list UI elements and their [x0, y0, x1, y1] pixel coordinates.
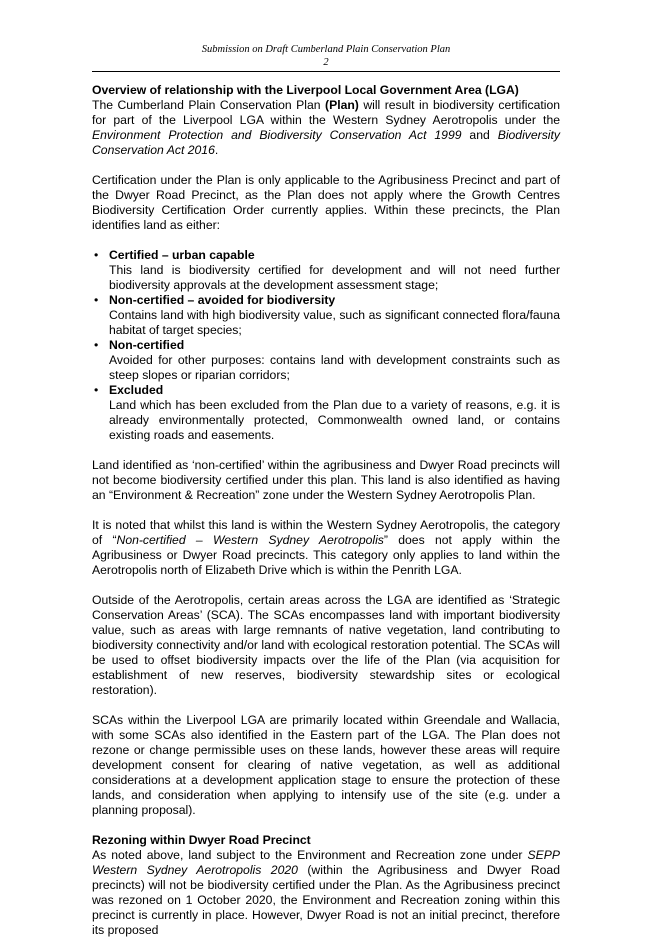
paragraph-non-certified: Land identified as ‘non-certified’ within the agribusiness and Dwyer Road precincts will not become biodiversity certified under this plan. This land is also identified as having an “Environment & Recreation” zone under the Western Sydney Aerotropolis Plan. [92, 458, 560, 502]
list-item-term: Non-certified – avoided for biodiversity [109, 293, 336, 307]
list-item-term: Non-certified [109, 338, 185, 352]
bullet-icon: • [94, 248, 99, 262]
page-number: 2 [323, 57, 329, 68]
section-heading-rezoning: Rezoning within Dwyer Road Precinct [92, 833, 311, 847]
bullet-icon: • [94, 293, 99, 307]
section-heading-overview: Overview of relationship with the Liverpool Local Government Area (LGA) [92, 83, 519, 97]
bullet-icon: • [94, 338, 99, 352]
document-body [92, 83, 560, 938]
bullet-icon: • [94, 383, 99, 397]
list-item-term: Certified – urban capable [109, 248, 255, 262]
paragraph-aerotropolis-note: It is noted that whilst this land is within the Western Sydney Aerotropolis, the category of “Non-certified – Western Sydney Aerotropolis” does not apply within the Agribusiness or Dwyer Road precincts. This category only applies to land within the Aerotropolis north of Elizabeth Drive which is within the Penrith LGA. [92, 518, 560, 577]
paragraph-sca-liverpool: SCAs within the Liverpool LGA are primarily located within Greendale and Wallacia, with some SCAs also identified in the Eastern part of the LGA. The Plan does not rezone or change permissible uses on these lands, however these areas will require development consent for clearing of native vegetation, as well as additional considerations at a development application stage to ensure the protection of these lands, and consideration when applying to intensify use of the site (e.g. under a planning proposal). [92, 713, 560, 817]
header-rule [92, 71, 560, 72]
list-item [92, 338, 560, 383]
paragraph-certification: Certification under the Plan is only applicable to the Agribusiness Precinct and part of the Dwyer Road Precinct, as the Plan does not apply where the Growth Centres Biodiversity Certification Order currently applies. Within these precincts, the Plan identifies land as either: [92, 173, 560, 232]
list-item-term: Excluded [109, 383, 164, 397]
land-category-list [92, 248, 560, 443]
list-item-description: Land which has been excluded from the Plan due to a variety of reasons, e.g. it is already environmentally protected, Commonwealth owned land, or contains existing roads and easements. [109, 398, 560, 442]
paragraph-rezoning: As noted above, land subject to the Environment and Recreation zone under SEPP Western Sydney Aerotropolis 2020 (within the Agribusiness and Dwyer Road precincts) will not be biodiversity certified under the Plan. As the Agribusiness precinct was rezoned on 1 October 2020, the Environment and Recreation zoning within this precinct is currently in place. However, Dwyer Road is not an initial precinct, therefore its proposed [92, 848, 560, 937]
list-item [92, 248, 560, 293]
list-item [92, 383, 560, 443]
paragraph-sca: Outside of the Aerotropolis, certain areas across the LGA are identified as ‘Strategic Conservation Areas’ (SCA). The SCAs encompasses land with important biodiversity value, such as areas with large remnants of native vegetation, land contributing to biodiversity connectivity and/or land with ecological restoration potential. The SCAs will be used to offset biodiversity impacts over the life of the Plan (via acquisition for establishment of new reserves, biodiversity stewardship sites or ecological restoration). [92, 593, 560, 697]
list-item-description: Contains land with high biodiversity value, such as significant connected flora/fauna habitat of target species; [109, 308, 560, 337]
list-item [92, 293, 560, 338]
paragraph-intro: The Cumberland Plain Conservation Plan (Plan) will result in biodiversity certification for part of the Liverpool LGA within the Western Sydney Aerotropolis under the Environment Protection and Biodiversity Conservation Act 1999 and Biodiversity Conservation Act 2016. [92, 98, 561, 157]
page-header [92, 0, 560, 69]
list-item-description: Avoided for other purposes: contains land with development constraints such as steep slopes or riparian corridors; [109, 353, 560, 382]
header-title: Submission on Draft Cumberland Plain Conservation Plan [201, 44, 451, 55]
list-item-description: This land is biodiversity certified for development and will not need further biodiversity approvals at the development assessment stage; [109, 263, 560, 292]
document-page [92, 0, 560, 938]
